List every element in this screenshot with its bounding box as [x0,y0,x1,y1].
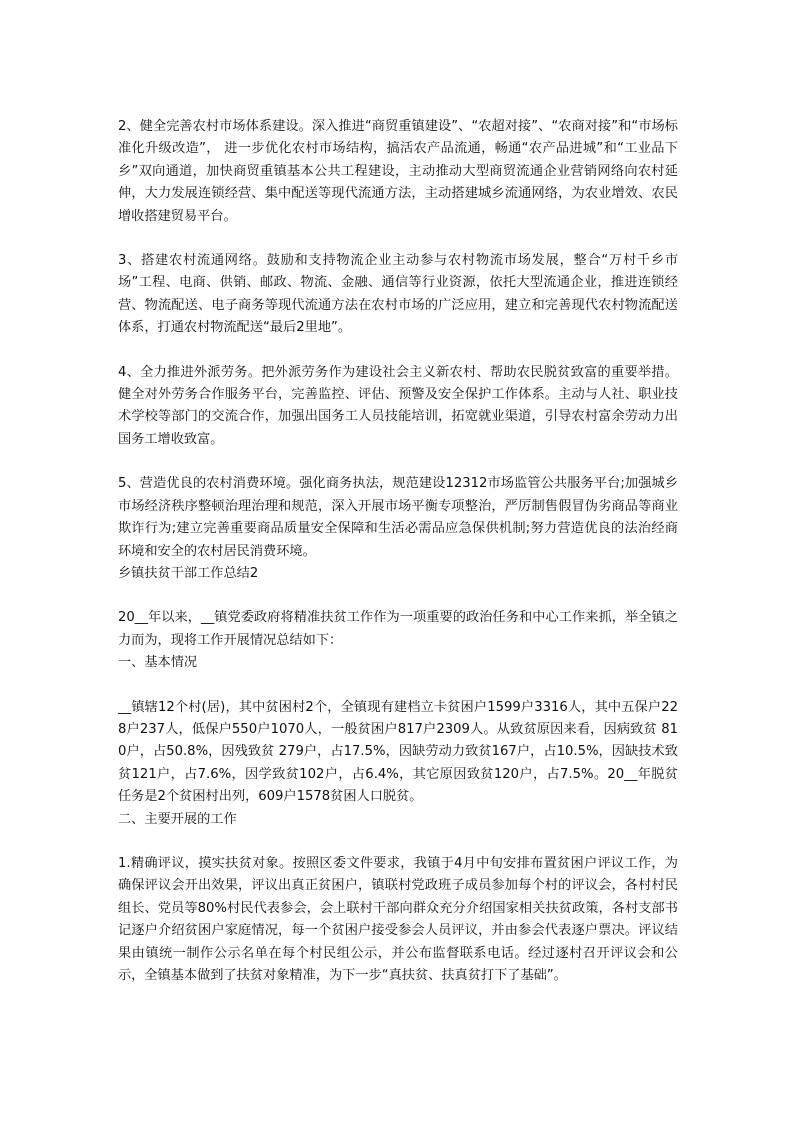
paragraph-logistics-network: 3、搭建农村流通网络。鼓励和支持物流企业主动参与农村物流市场发展，整合“万村千乡市场”工程、电商、供销、邮政、物流、金融、通信等行业资源，依托大型流通企业，推进连锁经营、物流配送、电子商务等现代流通方法在农村市场的广泛应用，建立和完善现代农村物流配送体系，打通农村物流配送“最后2里地”。 [118,253,678,336]
heading-main-work: 二、主要开展的工作 [118,811,237,827]
section-title: 乡镇扶贫干部工作总结2 [118,565,259,581]
paragraph-market-system: 2、健全完善农村市场体系建设。深入推进“商贸重镇建设”、“农超对接”、“农商对接”和“市场标准化升级改造”， 进一步优化农村市场结构，搞活农产品流通，畅通“农产品进城”和“工业品下乡”双向通道，加快商贸重镇基本公共工程建设，主动推动大型商贸流通企业营销网络向农村延伸，大力发展连锁经营、集中配送等现代流通方法，主动搭建城乡流通网络，为农业增效、农民增收搭建贸易平台。 [118,119,678,224]
paragraph-consumer-environment: 5、营造优良的农村消费环境。强化商务执法，规范建设12312市场监管公共服务平台;加强城乡市场经济秩序整顿治理治理和规范，深入开展市场平衡专项整治，严厉制售假冒伪劣商品等商业欺诈行为;建立完善重要商品质量安全保障和生活必需品应急保供机制;努力营造优良的法治经商环境和安全的农村居民消费环境。 [118,476,678,559]
paragraph-labor-export: 4、全力推进外派劳务。把外派劳务作为建设社会主义新农村、帮助农民脱贫致富的重要举措。健全对外劳务合作服务平台，完善监控、评估、预警及安全保护工作体系。主动与人社、职业技术学校等部门的交流合作，加强出国务工人员技能培训，拓宽就业渠道，引导农村富余劳动力出国务工增收致富。 [118,364,678,447]
document-body [118,116,678,987]
paragraph-accurate-evaluation: 1.精确评议，摸实扶贫对象。按照区委文件要求，我镇于4月中旬安排布置贫困户评议工作，为确保评议会开出效果，评议出真正贫困户，镇联村党政班子成员参加每个村的评议会，各村村民组长、党员等80%村民代表参会，会上联村干部向群众充分介绍国家相关扶贫政策，各村支部书记逐户介绍贫困户家庭情况，每一个贫困户接受参会人员评议，并由参会代表逐户票决。评议结果由镇统一制作公示名单在每个村民组公示，并公布监督联系电话。经过逐村召开评议会和公示，全镇基本做到了扶贫对象精准，为下一步“真扶贫、扶真贫打下了基础”。 [118,855,678,983]
paragraph-intro: 20__年以来，__镇党委政府将精准扶贫工作作为一项重要的政治任务和中心工作来抓，举全镇之力而为，现将工作开展情况总结如下： [118,610,678,648]
heading-basic-situation: 一、基本情况 [118,655,198,671]
paragraph-basic-situation: __镇辖12个村(居)，其中贫困村2个，全镇现有建档立卡贫困户1599户3316人，其中五保户228户237人，低保户550户1070人，一般贫困户817户2309人。从致贫原因来看，因病致贫 810户，占50.8%，因残致贫 279户，占17.5%，因缺劳动力致贫167户，占10.5%，因缺技术致贫121户，占7.6%，因学致贫102户，占6.4%，其它原因致贫120户，占7.5%。20__年脱贫任务是2个贫困村出列，609户1578贫困人口脱贫。 [118,699,678,805]
